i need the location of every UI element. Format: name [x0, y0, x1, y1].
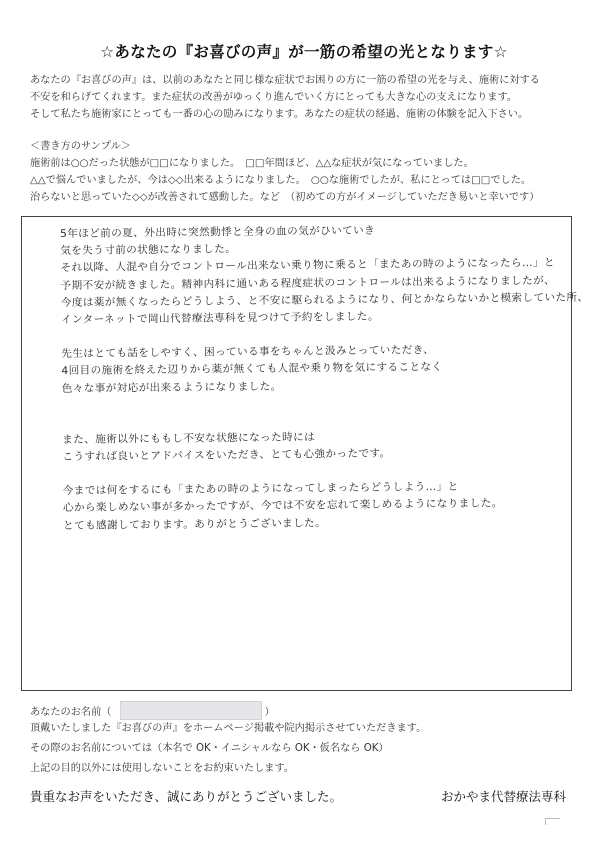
sample-line: 治らないと思っていた◇◇が改善されて感動した。など （初めての方がイメージしていただき易いと幸いです） — [30, 192, 540, 203]
testimonial-line: こうすれば良いとアドバイスをいただき、とても心強かったです。 — [62, 447, 391, 464]
name-label: あなたのお名前（ — [30, 706, 112, 718]
sample-line: △△で悩んでいましたが、今は◇◇出来るようになりました。 ○○な施術でしたが、私にとっては□□でした。 — [30, 175, 532, 186]
testimonial-line: 4回目の施術を終えた辺りから薬が無くても人混や乗り物を気にすることなく — [61, 361, 443, 378]
writing-sample — [30, 138, 580, 206]
testimonial-line: インターネットで岡山代替療法専科を見つけて予約をしました。 — [60, 310, 379, 327]
testimonial-line: とても感謝しております。ありがとうございました。 — [63, 516, 327, 532]
testimonial-line: 5年ほど前の夏、外出時に突然動悸と全身の血の気がひいていき — [60, 224, 376, 240]
handwritten-testimonial — [60, 221, 589, 535]
sample-line: 施術前は○○だった状態が□□になりました。 □□年間ほど、△△な症状が気になっていました。 — [30, 158, 474, 169]
name-usage-note: その際のお名前については（本名で OK・イニシャルなら OK・仮名なら OK） — [30, 743, 389, 754]
testimonial-line: 色々な事が対応が出来るようになりました。 — [61, 380, 282, 395]
testimonial-line: 気を失う寸前の状態になりました。 — [60, 243, 237, 258]
scan-corner-mark — [545, 818, 560, 825]
closing-row — [30, 787, 590, 805]
testimonial-line: 今までは何をするにも「またあの時のようになってしまったらどうしよう…」と — [62, 481, 459, 498]
name-field[interactable] — [120, 701, 262, 720]
testimonial-line: 先生はとても話をしやすく、困っている事をちゃんと汲みとっていただき、 — [61, 344, 435, 361]
testimonial-line: 予期不安が続きました。精神内科に通いある程度症状のコントロールは出来るようになりましたが、 — [60, 274, 556, 292]
name-label-close: ） — [264, 706, 275, 718]
testimonial-line: それ以降、人混や自分でコントロール出来ない乗り物に乗ると「またあの時のようになったら…」と — [60, 257, 555, 275]
thanks-message: 貴重なお声をいただき、誠にありがとうございました。 — [30, 789, 343, 804]
intro-text — [30, 72, 580, 123]
name-row — [30, 701, 590, 719]
testimonial-line: 今度は薬が無くなったらどうしよう、と不安に駆られるようになり、何とかならないかと模索していた所、 — [60, 291, 589, 309]
intro-line: そして私たち施術家にとっても一番の心の励みになります。あなたの症状の経過、施術の体験を記入下さい。 — [30, 109, 529, 120]
sample-heading: ＜書き方のサンプル＞ — [30, 141, 131, 152]
privacy-note: 上記の目的以外には使用しないことをお約束いたします。 — [30, 763, 295, 774]
intro-line: 不安を和らげてくれます。また症状の改善がゆっくり進んでいく方にとっても大きな心の支えになります。 — [30, 92, 518, 103]
testimonial-line: 心から楽しめない事が多かったですが、今では不安を忘れて楽しめるようになりました。 — [62, 497, 503, 515]
publish-note: 頂戴いたしました『お喜びの声』をホームページ掲載や院内掲示させていただきます。 — [30, 723, 427, 734]
clinic-name: おかやま代替療法専科 — [440, 789, 566, 804]
form-footer — [30, 701, 590, 779]
intro-line: あなたの『お喜びの声』は、以前のあなたと同じ様な症状でお困りの方に一筋の希望の光を与え、施術に対する — [30, 75, 540, 86]
page-title: ☆あなたの『お喜びの声』が一筋の希望の光となります☆ — [100, 43, 508, 61]
testimonial-line: また、施術以外にももし不安な状態になった時には — [62, 431, 316, 446]
